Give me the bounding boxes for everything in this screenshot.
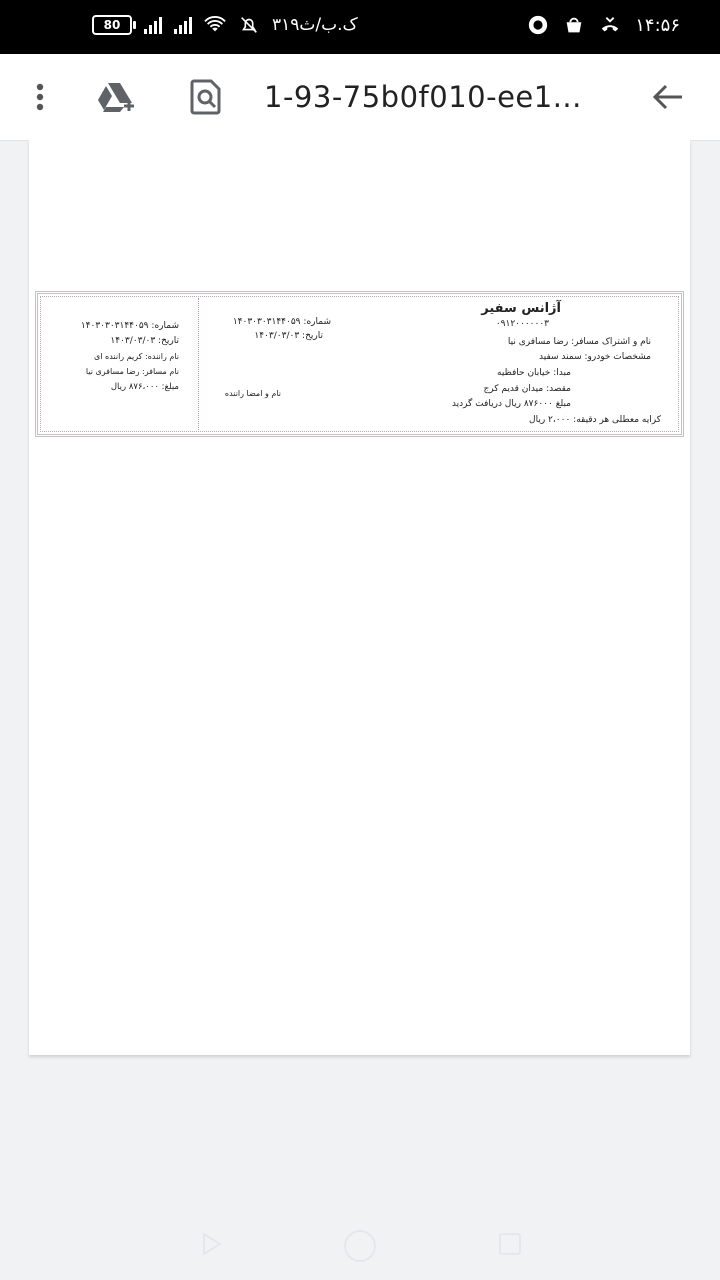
find-in-page-icon	[190, 79, 222, 115]
shop-bag-icon	[563, 14, 585, 36]
stub-date-label: تاریخ:	[158, 336, 179, 346]
stub-divider	[198, 298, 199, 430]
middle-date-value: ۱۴۰۳/۰۳/۰۳	[254, 331, 300, 341]
stub-passenger-name: نام مسافر: رضا مسافری نیا	[85, 367, 179, 376]
signal-icon	[144, 16, 162, 34]
middle-number-value: ۱۴۰۳۰۳۰۳۱۴۴۰۵۹	[232, 317, 301, 327]
taxi-receipt	[35, 291, 684, 437]
stub-date-row	[110, 336, 179, 346]
middle-date-row	[254, 331, 323, 341]
vehicle-row	[539, 352, 651, 362]
missed-call-icon	[599, 14, 621, 36]
origin-row	[497, 368, 571, 378]
drive-add-icon	[96, 81, 138, 113]
wait-fee-label: کرایه معطلی هر دقیقه:	[573, 415, 661, 425]
add-to-drive-button[interactable]	[94, 74, 140, 120]
app-notification-icon	[527, 14, 549, 36]
driver-signature-label: نام و امضا راننده	[224, 389, 281, 398]
stub-number-row	[81, 321, 179, 331]
subscriber-label: نام و اشتراک مسافر:	[571, 337, 651, 347]
destination-value: میدان قدیم کرج	[483, 384, 544, 394]
destination-label: مقصد:	[546, 384, 571, 394]
agency-title: آژانس سفیر	[481, 301, 561, 316]
vehicle-value: سمند سفید	[539, 352, 582, 362]
nav-home-icon[interactable]	[343, 1229, 377, 1263]
status-bar	[0, 0, 720, 54]
signal-icon-2	[174, 16, 192, 34]
toolbar	[0, 54, 720, 141]
nav-back-icon[interactable]	[200, 1232, 224, 1256]
destination-row	[484, 384, 572, 394]
subscriber-row	[508, 337, 651, 347]
middle-number-label: شماره:	[303, 317, 331, 327]
nav-recents-icon[interactable]	[498, 1232, 522, 1256]
stub-amount: مبلغ: ۸۷۶،۰۰۰ ریال	[110, 382, 179, 392]
stub-date-value: ۱۴۰۳/۰۳/۰۳	[110, 336, 156, 346]
more-vert-icon	[35, 83, 45, 111]
vehicle-label: مشخصات خودرو:	[584, 352, 651, 362]
document-title: 1-93-75b0f010-ee1...	[264, 80, 582, 114]
back-button[interactable]	[645, 74, 691, 120]
wifi-icon	[204, 14, 226, 36]
more-options-button[interactable]	[17, 74, 63, 120]
document-page	[29, 140, 690, 1055]
origin-label: مبدا:	[553, 368, 571, 378]
carrier-text: ۳۱۹ک.ب/ث	[272, 15, 358, 35]
stub-number-label: شماره:	[151, 321, 179, 331]
agency-phone: ۰۹۱۲۰۰۰۰۰۰۳	[495, 319, 549, 329]
origin-value: خیابان حافظیه	[497, 368, 551, 378]
battery-icon: 80	[92, 15, 132, 35]
middle-number-row	[233, 317, 331, 327]
clock: ۱۴:۵۶	[635, 14, 680, 36]
subscriber-value: رضا مسافری نیا	[507, 337, 569, 347]
middle-date-label: تاریخ:	[302, 331, 323, 341]
amount-received: مبلغ ۸۷۶۰۰۰ ریال دریافت گردید	[451, 399, 571, 409]
wait-fee-row	[529, 415, 661, 425]
find-in-page-button[interactable]	[183, 74, 229, 120]
notifications-off-icon	[238, 14, 260, 36]
arrow-back-icon	[652, 84, 684, 110]
stub-number-value: ۱۴۰۳۰۳۰۳۱۴۴۰۵۹	[80, 321, 149, 331]
wait-fee-value: ۲،۰۰۰ ریال	[529, 415, 571, 425]
system-nav-bar	[0, 1200, 720, 1280]
stub-driver-name: نام راننده: کریم راننده ای	[94, 352, 179, 361]
